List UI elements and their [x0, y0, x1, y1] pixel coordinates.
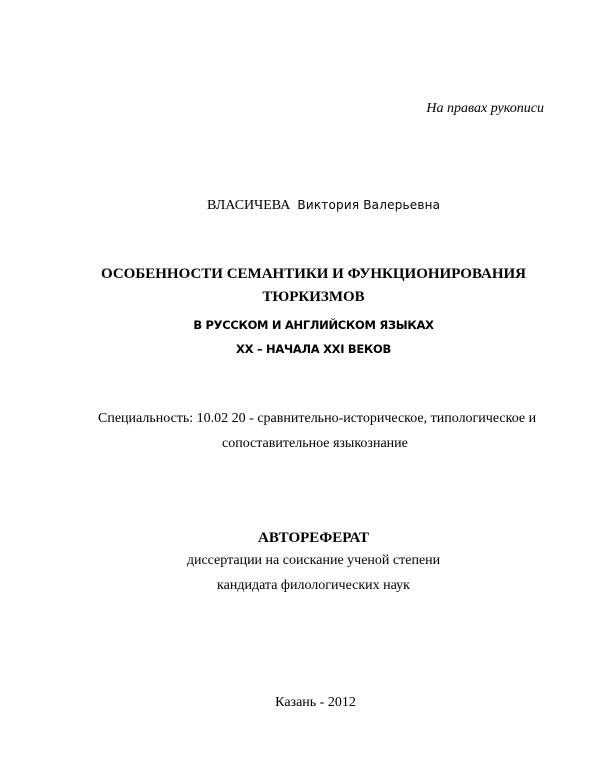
abstract-line-2: кандидата филологических наук — [217, 578, 410, 593]
title-line-2: ТЮРКИЗМОВ — [262, 289, 365, 305]
author-surname: ВЛАСИЧЕВА — [207, 198, 291, 213]
title-line-4: XX – НАЧАЛА XXI ВЕКОВ — [236, 342, 391, 356]
manuscript-note: На правах рукописи — [426, 101, 544, 116]
title-line-1: ОСОБЕННОСТИ СЕМАНТИКИ И ФУНКЦИОНИРОВАНИЯ — [100, 266, 527, 282]
author-given-names: Виктория Валерьевна — [297, 198, 441, 212]
specialty-line-1: Специальность: 10.02 20 - сравнительно-историческое, типологическое и — [98, 411, 537, 426]
author-name — [207, 198, 440, 214]
place-year: Казань - 2012 — [275, 695, 356, 710]
specialty-line-2: сопоставительное языкознание — [222, 436, 408, 451]
title-line-3: В РУССКОМ И АНГЛИЙСКОМ ЯЗЫКАХ — [193, 318, 434, 332]
abstract-line-1: диссертации на соискание ученой степени — [186, 553, 441, 568]
abstract-heading: АВТОРЕФЕРАТ — [258, 530, 369, 546]
